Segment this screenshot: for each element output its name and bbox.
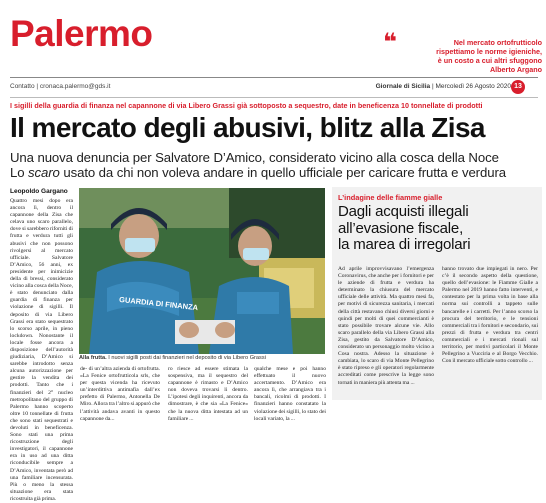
- photo-caption-text: I nuovi sigilli posti dai finanzieri nel deposito di via Libero Grassi: [106, 355, 266, 361]
- article-kicker: I sigilli della guardia di finanza nel capannone di via Libero Grassi già sottoposto a sequestro, date in beneficenza 10 tonnellate di prodotti: [10, 101, 483, 110]
- photo-illustration: [79, 188, 325, 354]
- subhead-text: Lo: [10, 165, 29, 180]
- paper-date: | Mercoledì 26 Agosto 2020: [431, 83, 511, 90]
- quote-line: è un costo a cui altri sfuggono: [437, 56, 542, 65]
- article-body-column-3: ro riesce ad essere stimata la sospensiva, ma il sequestro del capannone è rimasto e D’Amico non doveva trovarsi lì dentro. L’ipotesi degli inquirenti, ancora da dimostrare, è che sia «La Fenice» che la nuova ditta intestata ad un familiare ...: [168, 366, 248, 422]
- kicker-divider: [10, 97, 538, 98]
- sidebar-body-column-2: hanno trovato due impiegati in nero. Per c’è il secondo aspetto della questione, quello dell’evasione: le Fiamme Gialle a Palermo nel 2019 hanno fatto interventi, e contestato per la prima volta in base alla norma sui controlli a tappeto sulle bancarelle e i carretti. Per l’anno scorso la procura del territorio, e le tensioni commerciali tra i fornitori e secondario, sui prezzi di frutta e verdura tra centri commerciali e i mercati rionali sul territorio, per motivi particolari il Monte Pellegrino a Vucciria e al Borgo Vecchio. Con il mercato ufficiale sotto controllo ...: [442, 266, 538, 365]
- sidebar-title: [338, 204, 538, 254]
- sidebar-title-line: Dagli acquisti illegali: [338, 203, 469, 220]
- article-body-column-4: qualche mese e poi hanno effettuato il nuovo accertamento. D’Amico era ancora lì, che arrangiava tra i bancali, ricolmi di prodotti. I finanzieri hanno constatato la violazione dei sigilli, lo stato dei locali variato, la ...: [254, 366, 326, 422]
- quote-line: Nel mercato ortofrutticolo: [453, 38, 542, 47]
- subhead-italic-word: scaro: [28, 165, 60, 180]
- subhead-line-1: Una nuova denuncia per Salvatore D’Amico, considerato vicino alla cosca della Noce: [10, 150, 499, 165]
- photo-caption: [79, 355, 325, 361]
- article-body-column-1: Quattro mesi dopo era ancora lì, dentro il capannone della Zisa che celava uno scaro parallelo, dove si sarebbero riforniti di frutta e verdura tutti gli abusivi che non possono rivolgersi al mercato ufficiale. Salvatore D’Amico, 56 anni, ex presidente per inimicizie della di bressi, considerato vicino alla cosca della Noce, è stato denunciato dalla guardia di finanza per violazione di sigilli. Il deposito di via Libero Grassi era stato sequestrato lo scorso aprile, in pieno lockdown. Nonostante il locale fosse ancora a disposizione dell’autorità giudiziaria, D’Amico si sarebbe introdotto senza alcuna autorizzazione per gestire la vendita dei prodotti. Tanto che i finanzieri del 2° nucleo metropolitano del gruppo di Palermo hanno scoperto oltre 10 tonnellate di frutta che sono stati sequestrati e devoluti in beneficenza. Sono stati una prima ricostruzione degli investigatori, il capannone era in uso ad una ditta riconducibile sempre a D’Amico, inventata però ad una familiare incensurata. Più o meno la stessa situazione era stata ricostruita già prima.: [10, 198, 73, 502]
- article-byline: Leopoldo Gargano: [10, 188, 68, 195]
- paper-name: Giornale di Sicilia: [375, 83, 431, 90]
- contact-line: Contatto | cronaca.palermo@gds.it: [10, 83, 111, 90]
- sidebar-kicker: L’indagine delle fiamme gialle: [338, 193, 443, 202]
- article-body-column-2: de- di un’altra azienda di ortofrutta. «La Fenice ortofrutticola srls, che per questa vicenda ha ricevuto un’interdittiva antimafia dall’ex prefetto di Palermo, Antonella De Miro. Allora tra l’altro si appurò che l’attività andava avanti in questo capannone da...: [80, 366, 160, 422]
- paper-info: [376, 83, 511, 90]
- sidebar-title-line: la marea di irregolari: [338, 236, 471, 253]
- photo-caption-lead: Alla frutta.: [79, 355, 107, 361]
- article-headline: Il mercato degli abusivi, blitz alla Zisa: [10, 112, 485, 143]
- article-photo: [79, 188, 325, 354]
- sidebar-body-column-1: Ad aprile improvvisavano l’emergenza Coronavirus, che anche per i fornitori e per le aziende di frutta e verdura ha determinato la chiusura del mercato ufficiale delle attività. Ma quattro mesi fa, per motivi di sicurezza sanitaria, i mercati della città restavano chiusi diversi giorni e quindi per molti di quei commercianti è stato possibile trovare alcune vie. Allo scaro parallelo della via Libero Grassi alla Zisa, gestito da Salvatore D’Amico, considerato un personaggio molto vicino a Cosa nostra. Adesso la situazione è cambiata, lo scaro di via Monte Pellegrino è stato ripreso e gli operatori regolarmente accreditati come prescrive la legge sono tornati in maniera più attenta ma ...: [338, 266, 434, 386]
- sidebar-title-line: all’evasione fiscale,: [338, 219, 464, 237]
- quote-mark-icon: ❝: [383, 28, 398, 56]
- quote-author: Alberto Argano: [489, 65, 542, 74]
- subhead-line-2: [10, 165, 540, 180]
- header-divider: [10, 77, 538, 78]
- vest-text: GUARDIA DI FINANZA: [118, 294, 199, 313]
- header-quote: [404, 38, 542, 74]
- subhead-text: usato da chi non voleva andare in quello ufficiale per caricare frutta e verdura: [59, 165, 506, 180]
- quote-line: rispettiamo le norme igieniche,: [436, 47, 542, 56]
- article-subhead: [10, 150, 540, 180]
- section-title: Palermo: [10, 13, 153, 54]
- page-number-badge: 13: [511, 80, 525, 94]
